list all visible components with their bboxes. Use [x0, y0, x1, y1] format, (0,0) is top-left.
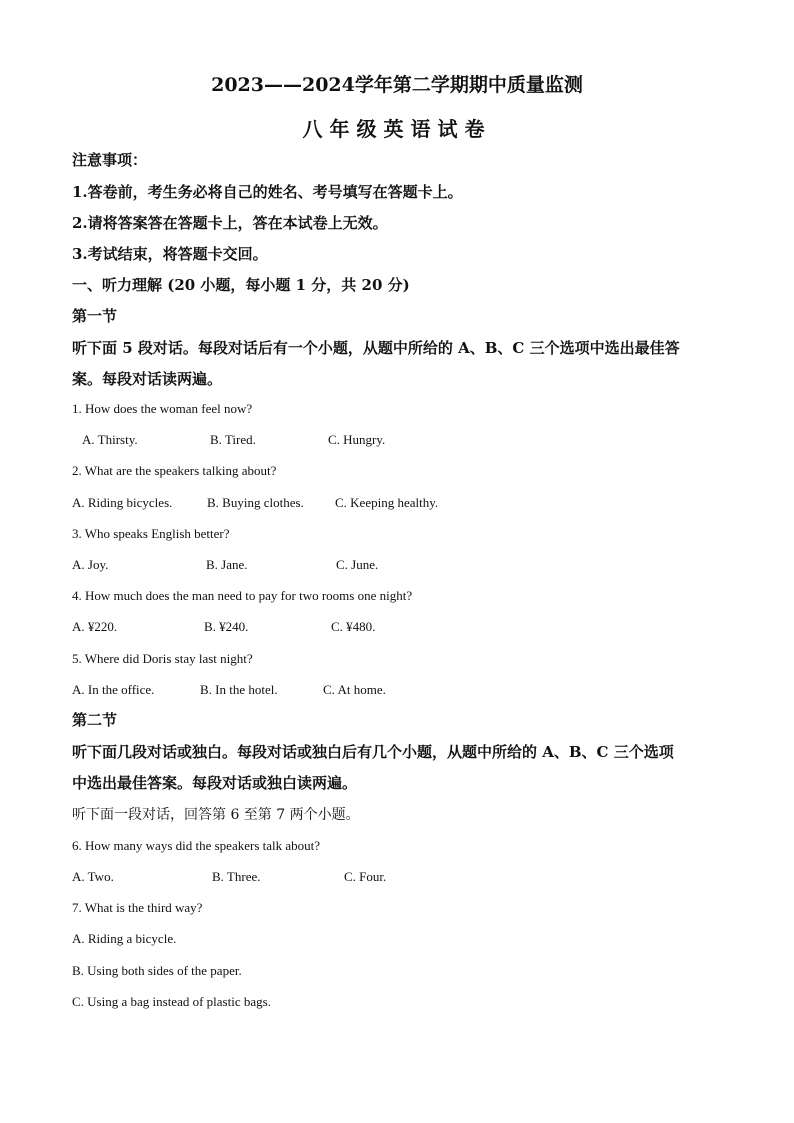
q3-option-c: C. June.	[336, 557, 379, 572]
question-7: 7. What is the third way?	[72, 900, 203, 915]
q3-option-b: B. Jane.	[206, 557, 248, 572]
notice-item-2: 2.请将答案答在答题卡上，答在本试卷上无效。	[72, 214, 388, 232]
part1-instruction-line-2: 案。每段对话读两遍。	[72, 370, 223, 388]
section-heading-listening: 一、听力理解 (20 小题，每小题 1 分，共 20 分)	[72, 276, 410, 294]
question-1: 1. How does the woman feel now?	[72, 401, 253, 416]
question-5: 5. Where did Doris stay last night?	[72, 651, 253, 666]
q5-option-a: A. In the office.	[72, 682, 155, 697]
q1-option-b: B. Tired.	[210, 432, 256, 447]
q3-option-a: A. Joy.	[72, 557, 109, 572]
part2-sub-instruction: 听下面一段对话，回答第 6 至第 7 两个小题。	[72, 807, 360, 823]
q4-option-c: C. ¥480.	[331, 619, 376, 634]
part1-instruction-line-1: 听下面 5 段对话。每段对话后有一个小题，从题中所给的 A、B、C 三个选项中选出最佳答	[72, 339, 680, 357]
question-2: 2. What are the speakers talking about?	[72, 463, 277, 478]
q1-option-a: A. Thirsty.	[82, 432, 138, 447]
q2-option-a: A. Riding bicycles.	[72, 495, 173, 510]
part1-heading: 第一节	[72, 307, 118, 325]
exam-title: 2023——2024学年第二学期期中质量监测	[211, 74, 583, 96]
q1-option-c: C. Hungry.	[328, 432, 386, 447]
notice-item-3: 3.考试结束，将答题卡交回。	[72, 245, 268, 263]
q4-option-b: B. ¥240.	[204, 619, 249, 634]
q2-option-c: C. Keeping healthy.	[335, 495, 439, 510]
q7-option-a: A. Riding a bicycle.	[72, 931, 177, 946]
exam-subtitle: 八年级英语试卷	[302, 117, 492, 141]
notice-heading: 注意事项：	[72, 151, 148, 169]
q2-option-b: B. Buying clothes.	[207, 495, 304, 510]
q4-option-a: A. ¥220.	[72, 619, 118, 634]
q5-option-c: C. At home.	[323, 682, 386, 697]
part2-heading: 第二节	[72, 711, 118, 729]
q7-option-c: C. Using a bag instead of plastic bags.	[72, 994, 271, 1009]
q6-option-c: C. Four.	[344, 869, 387, 884]
question-6: 6. How many ways did the speakers talk about?	[72, 838, 321, 853]
q6-option-a: A. Two.	[72, 869, 114, 884]
part2-instruction-line-2: 中选出最佳答案。每段对话或独白读两遍。	[72, 774, 358, 792]
part2-instruction-line-1: 听下面几段对话或独白。每段对话或独白后有几个小题，从题中所给的 A、B、C 三个选项	[72, 743, 674, 761]
q5-option-b: B. In the hotel.	[200, 682, 278, 697]
q7-option-b: B. Using both sides of the paper.	[72, 963, 242, 978]
question-4: 4. How much does the man need to pay for two rooms one night?	[72, 588, 413, 603]
q6-option-b: B. Three.	[212, 869, 261, 884]
notice-item-1: 1.答卷前，考生务必将自己的姓名、考号填写在答题卡上。	[72, 183, 463, 201]
question-3: 3. Who speaks English better?	[72, 526, 230, 541]
